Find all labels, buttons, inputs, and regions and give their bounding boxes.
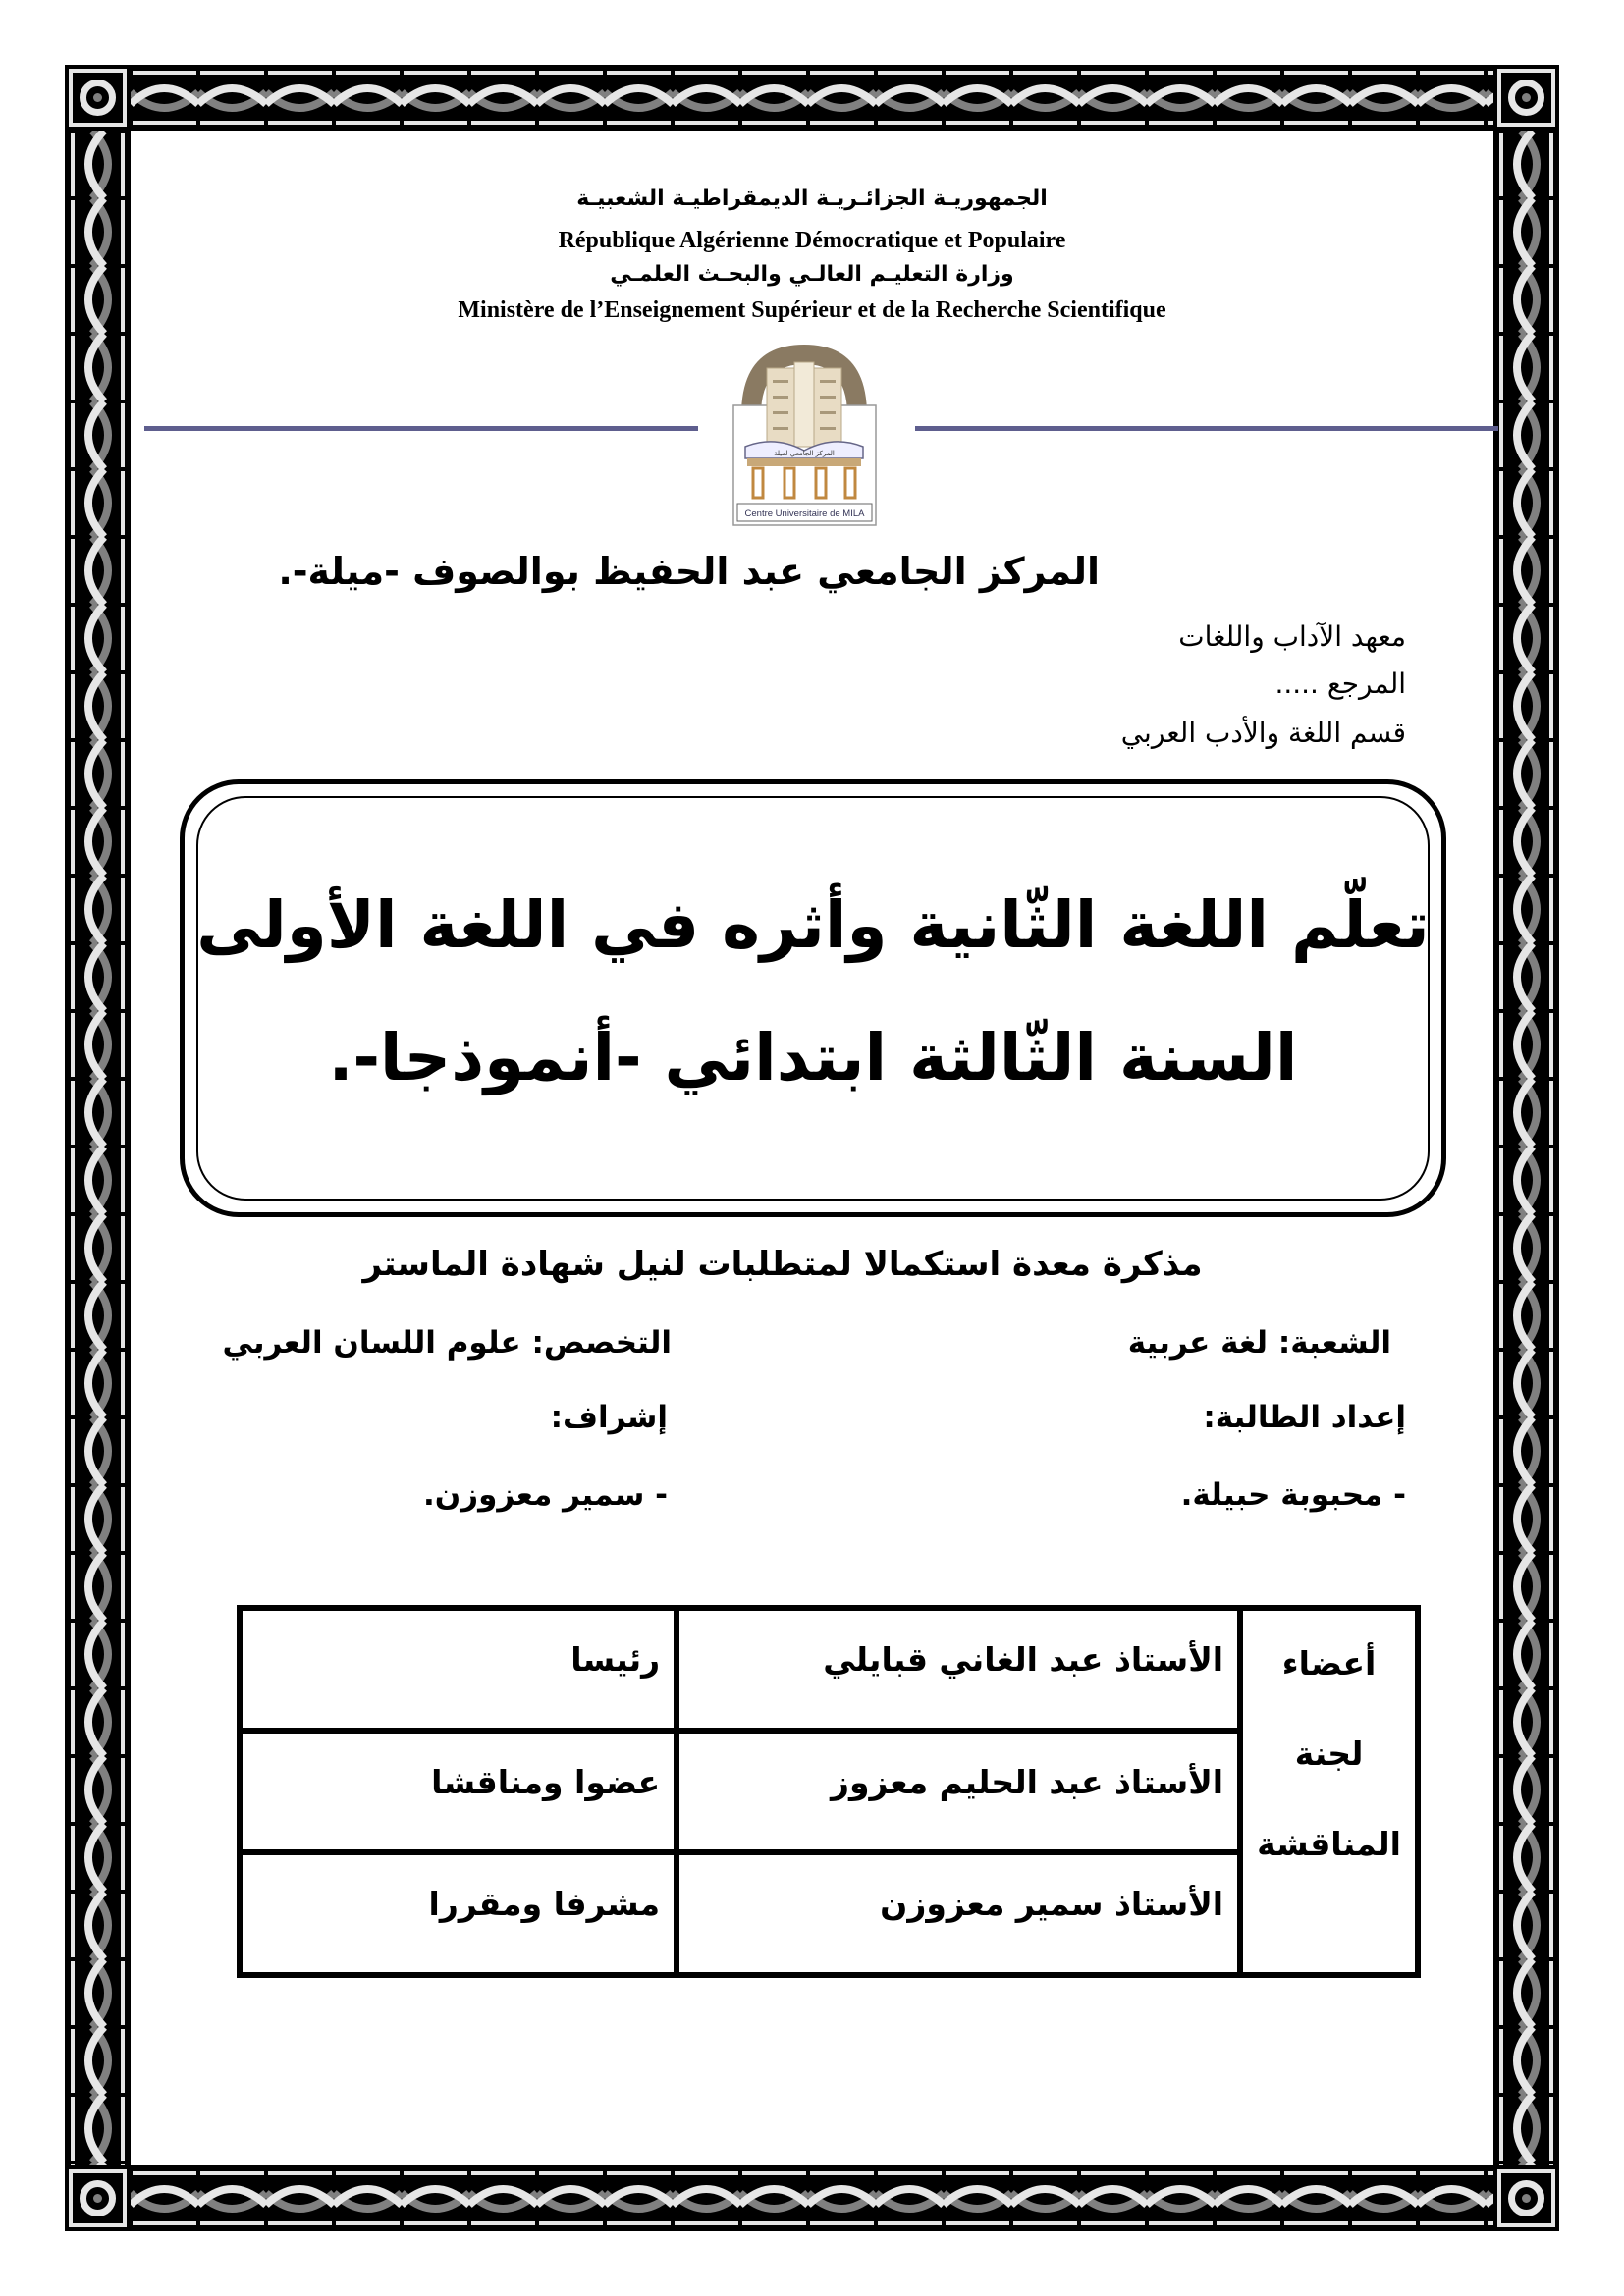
jury-member-name: الأستاذ عبد الغاني قبايلي <box>677 1608 1240 1731</box>
university-name: المركز الجامعي عبد الحفيظ بوالصوف -ميلة-. <box>278 550 1100 593</box>
ministry-arabic: وزارة التعليـم العالـي والبحـث العلمـي <box>610 262 1014 287</box>
thesis-title-line-1: تعلّم اللغة الثّانية وأثره في اللغة الأولى <box>196 887 1430 963</box>
memo-statement: مذكرة معدة استكمالا لمتطلبات لنيل شهادة الماستر <box>362 1245 1203 1284</box>
department-name: قسم اللغة والأدب العربي <box>1120 717 1406 749</box>
jury-table <box>237 1605 1421 1978</box>
university-logo <box>724 337 886 527</box>
ministry-french: Ministère de l’Enseignement Supérieur et de la Recherche Scientifique <box>458 297 1166 323</box>
supervisor-name: - سمير معزوزن. <box>423 1477 668 1513</box>
republic-french: République Algérienne Démocratique et Populaire <box>558 228 1066 253</box>
title-box <box>180 779 1446 1217</box>
committee-label: أعضاء <box>1281 1644 1377 1682</box>
specialty-field: التخصص: علوم اللسان العربي <box>222 1325 672 1361</box>
jury-member-role: مشرفا ومقررا <box>240 1852 677 1975</box>
divider-left <box>144 426 698 431</box>
committee-label: المناقشة <box>1257 1825 1401 1863</box>
institute-name: معهد الآداب واللغات <box>1178 620 1406 653</box>
divider-right <box>915 426 1498 431</box>
jury-member-role: رئيسا <box>240 1608 677 1731</box>
jury-member-role: عضوا ومناقشا <box>240 1731 677 1853</box>
branch-field: الشعبة: لغة عربية <box>1127 1325 1391 1361</box>
committee-label: لجنة <box>1294 1735 1364 1773</box>
jury-member-name: الأستاذ سمير معزوزن <box>677 1852 1240 1975</box>
logo-caption: Centre Universitaire de MILA <box>744 508 865 519</box>
logo-arabic-text: المركز الجامعي لميلة <box>774 450 835 457</box>
jury-member-name: الأستاذ عبد الحليم معزوز <box>677 1731 1240 1853</box>
thesis-title-line-2: السنة الثّالثة ابتدائي -أنموذجا-. <box>328 1020 1298 1095</box>
committee-label-cell <box>1240 1608 1418 1975</box>
prepared-by-label: إعداد الطالبة: <box>1203 1400 1406 1435</box>
reference-line: المرجع ..... <box>1274 667 1406 700</box>
student-name: - محبوبة حبيلة. <box>1180 1477 1406 1513</box>
table-row <box>240 1608 1418 1731</box>
republic-arabic: الجمهوريـة الجزائـريـة الديمقراطيـة الشعبيـة <box>576 187 1048 211</box>
supervision-label: إشراف: <box>550 1400 668 1435</box>
